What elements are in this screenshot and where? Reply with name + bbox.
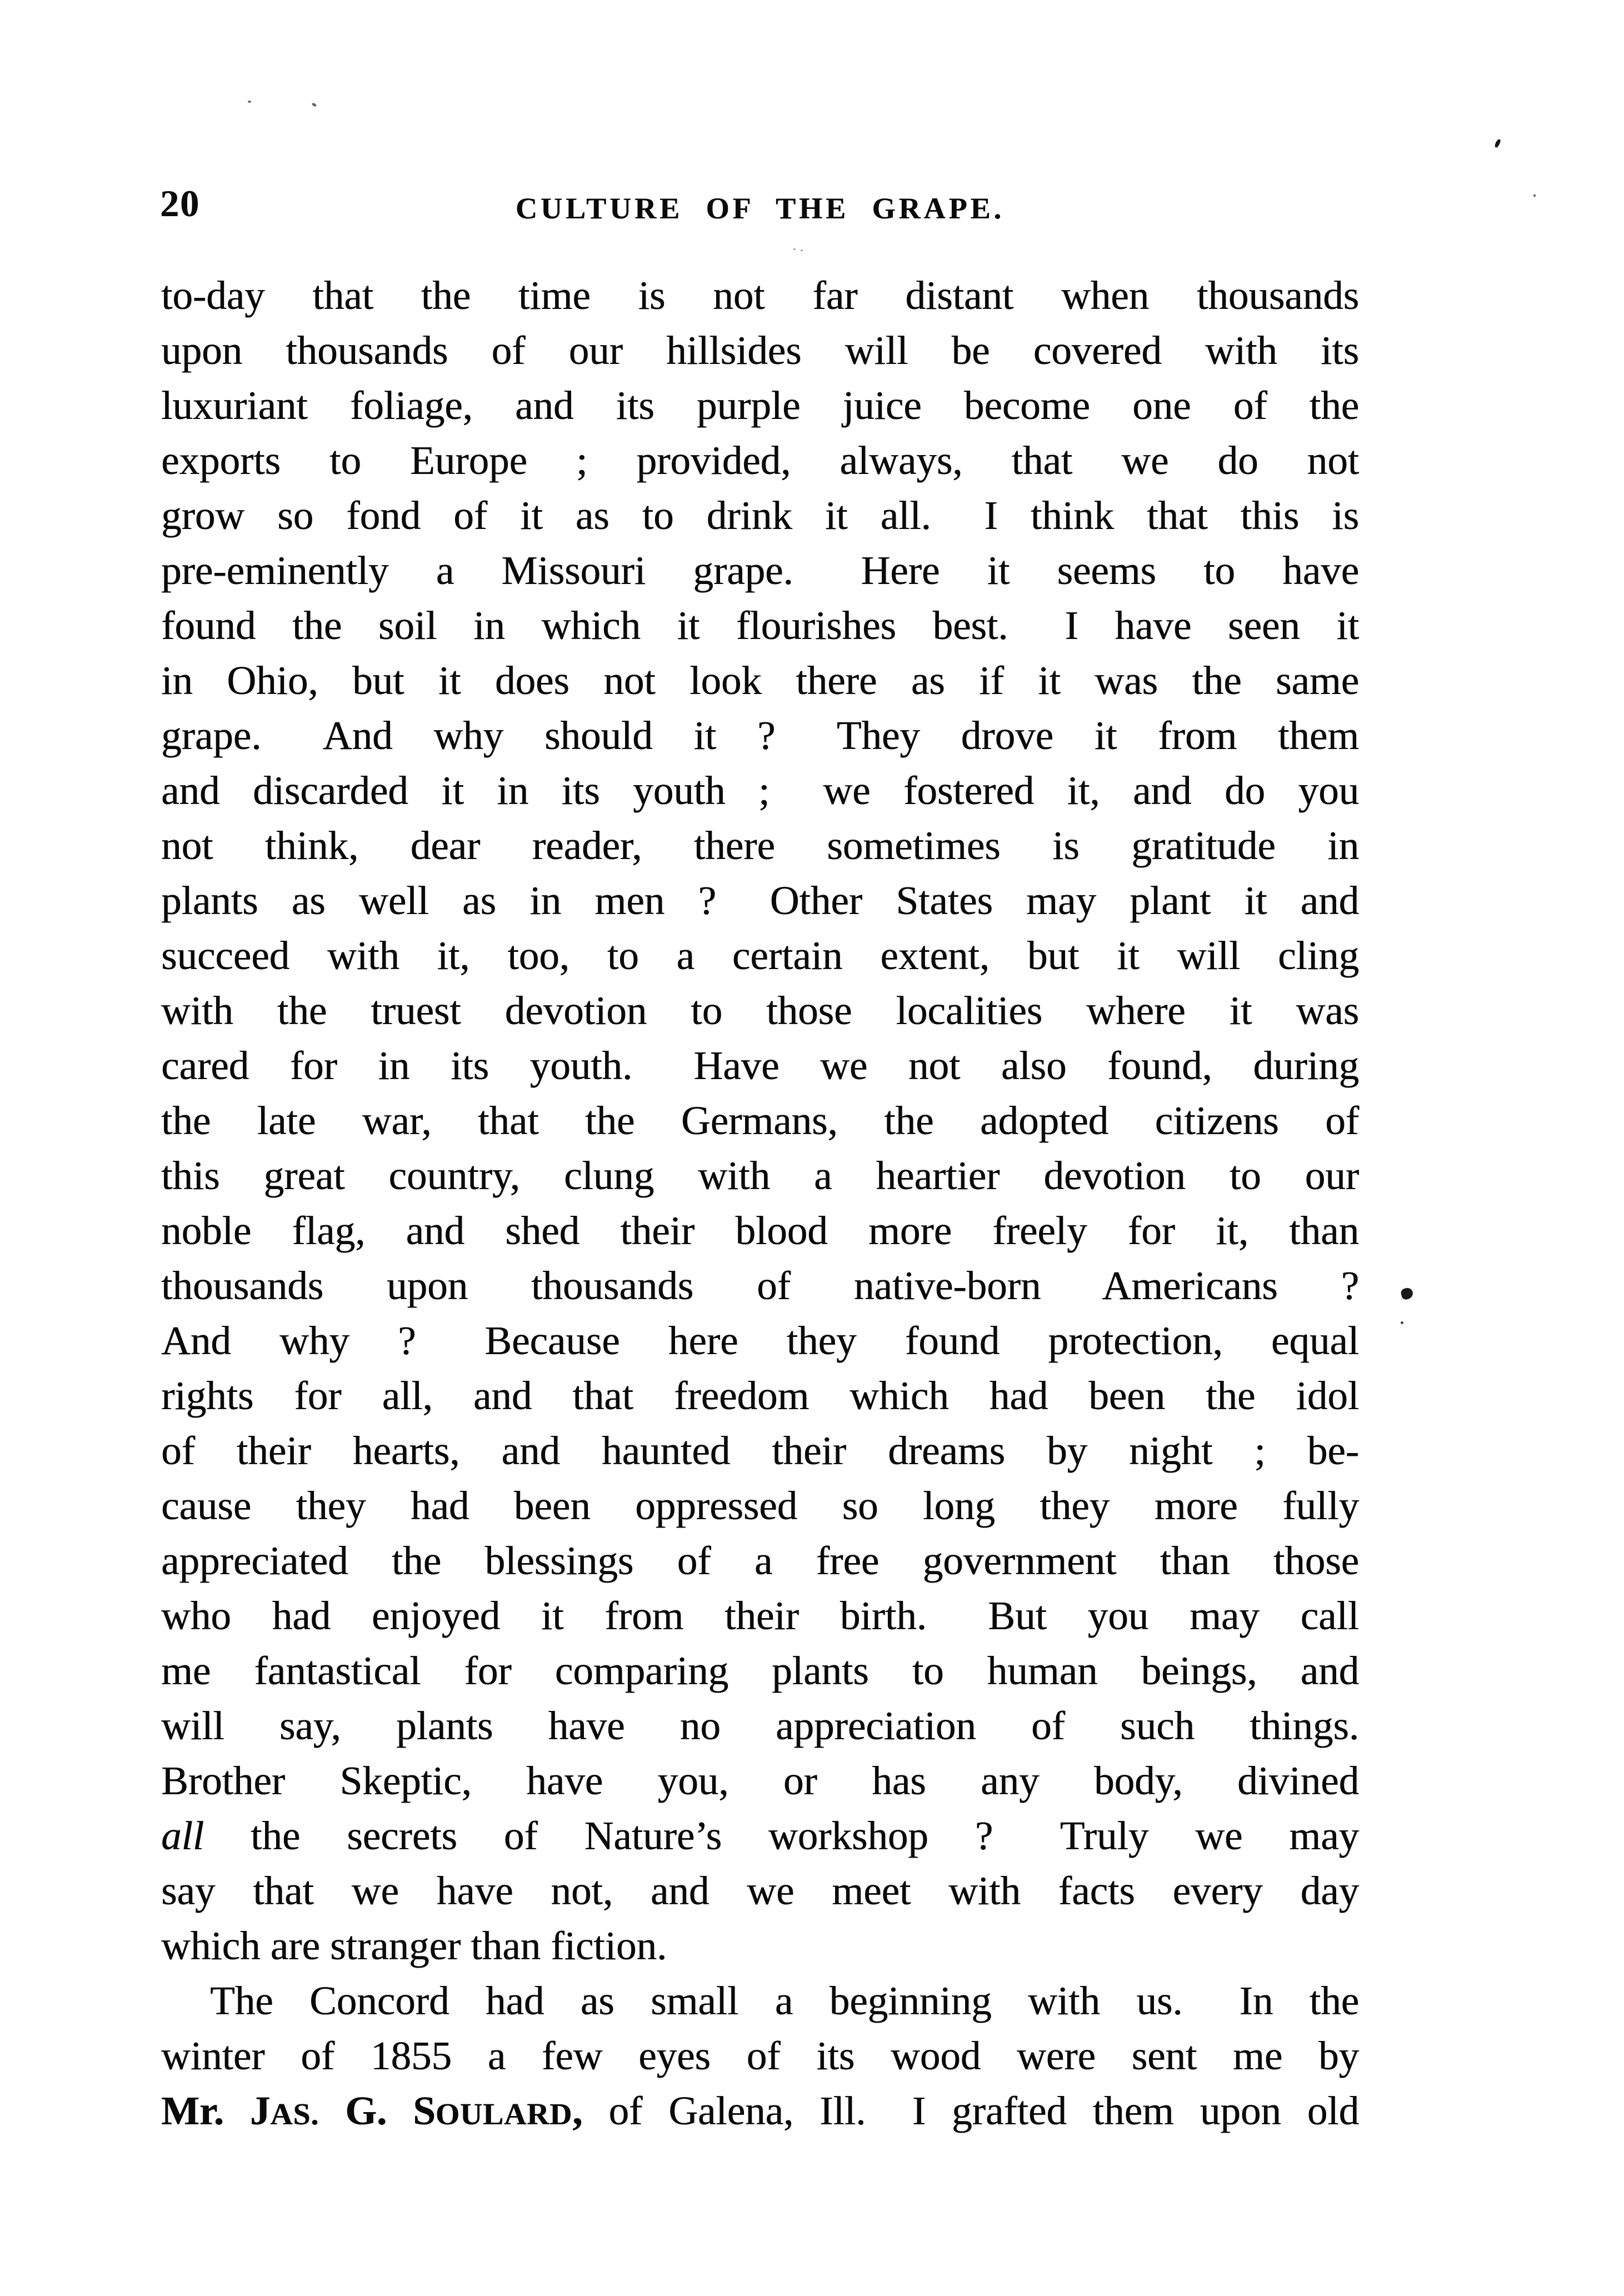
text-line [161, 1533, 1359, 1588]
text-line [161, 1203, 1359, 1258]
text-segment: upon thousands of our hillsides will be covered with its [161, 328, 1359, 373]
text-segment: who had enjoyed it from their birth. But you may call [161, 1593, 1359, 1638]
ink-speck [1494, 138, 1501, 148]
text-line [161, 543, 1359, 598]
ink-speck [793, 248, 796, 250]
text-segment: appreciated the blessings of a free government than those [161, 1538, 1359, 1583]
text-line [161, 488, 1359, 543]
text-segment: which are stranger than fiction. [161, 1923, 667, 1968]
text-segment: The Concord had as small a beginning with us. In the [210, 1978, 1359, 2023]
ink-speck [248, 101, 251, 103]
text-segment: the late war, that the Germans, the adopted citizens of [161, 1098, 1359, 1143]
body-text [161, 268, 1359, 2138]
text-line [161, 433, 1359, 488]
text-segment: in Ohio, but it does not look there as if it was the same [161, 658, 1359, 703]
text-segment: G. S [319, 2088, 436, 2133]
text-line [161, 1808, 1359, 1863]
text-segment: and discarded it in its youth ; we fostered it, and do you [161, 768, 1359, 813]
page-number: 20 [160, 182, 200, 224]
text-line [161, 1918, 1359, 1973]
text-segment: of Galena, Ill. I grafted them upon old [582, 2088, 1359, 2133]
text-segment: not think, dear reader, there sometimes is gratitude in [161, 823, 1359, 868]
text-line [161, 1643, 1359, 1698]
text-line [161, 1093, 1359, 1148]
text-line [161, 708, 1359, 763]
text-line [161, 763, 1359, 818]
ink-speck [1533, 194, 1536, 197]
text-line [161, 983, 1359, 1038]
text-segment: with the truest devotion to those localities where it was [161, 988, 1359, 1033]
text-segment: all [161, 1813, 204, 1858]
text-segment: plants as well as in men ? Other States may plant it and [161, 878, 1359, 923]
text-segment: grape. And why should it ? They drove it from them [161, 713, 1359, 758]
text-segment: winter of 1855 a few eyes of its wood were sent me by [161, 2033, 1359, 2078]
text-line [161, 928, 1359, 983]
text-line [161, 1313, 1359, 1368]
text-line [161, 1753, 1359, 1808]
text-line [161, 818, 1359, 873]
text-line [161, 1423, 1359, 1478]
text-line [161, 598, 1359, 653]
text-segment: will say, plants have no appreciation of such things. [161, 1703, 1359, 1748]
text-segment: grow so fond of it as to drink it all. I think that this is [161, 493, 1359, 538]
text-segment: succeed with it, too, to a certain extent, but it will cling [161, 933, 1359, 978]
text-segment: me fantastical for comparing plants to human beings, and [161, 1648, 1359, 1693]
running-title: CULTURE OF THE GRAPE. [515, 192, 1005, 225]
text-segment: cared for in its youth. Have we not also found, during [161, 1043, 1359, 1088]
text-segment: to-day that the time is not far distant when thousands [161, 273, 1359, 318]
text-segment: of their hearts, and haunted their dreams by night ; be- [161, 1428, 1359, 1473]
text-segment: , [572, 2088, 583, 2133]
text-segment: thousands upon thousands of native-born Americans ? [161, 1263, 1359, 1308]
text-segment: rights for all, and that freedom which had been the idol [161, 1373, 1359, 1418]
text-segment: the secrets of Nature’s workshop ? Truly we may [204, 1813, 1359, 1858]
text-segment: this great country, clung with a heartier devotion to our [161, 1153, 1359, 1198]
text-segment: luxuriant foliage, and its purple juice become one of the [161, 383, 1359, 428]
text-segment: Mr. J [161, 2088, 271, 2133]
text-line [161, 2028, 1359, 2083]
text-line [161, 1478, 1359, 1533]
text-line [161, 1863, 1359, 1918]
text-segment: And why ? Because here they found protection, equal [161, 1318, 1359, 1363]
text-line [161, 873, 1359, 928]
text-line [161, 1588, 1359, 1643]
text-line [161, 2083, 1359, 2138]
ink-speck [1401, 1321, 1403, 1324]
text-line [161, 653, 1359, 708]
text-segment: OULARD [435, 2098, 573, 2132]
text-line [161, 1258, 1359, 1313]
text-segment: say that we have not, and we meet with facts every day [161, 1868, 1359, 1913]
text-line [161, 323, 1359, 378]
text-segment: Brother Skeptic, have you, or has any body, divined [161, 1758, 1359, 1803]
ink-blob-mark [1400, 1287, 1414, 1301]
text-line [161, 1698, 1359, 1753]
text-line [161, 378, 1359, 433]
text-segment: AS. [270, 2098, 319, 2132]
text-segment: cause they had been oppressed so long they more fully [161, 1483, 1359, 1528]
text-line [161, 1038, 1359, 1093]
text-line [161, 1148, 1359, 1203]
text-line [161, 1973, 1359, 2028]
text-segment: found the soil in which it flourishes best. I have seen it [161, 603, 1359, 648]
text-line [161, 268, 1359, 323]
ink-speck [801, 249, 803, 251]
text-segment: noble flag, and shed their blood more freely for it, than [161, 1208, 1359, 1253]
text-segment: exports to Europe ; provided, always, that we do not [161, 438, 1359, 483]
ink-speck [311, 102, 317, 107]
text-line [161, 1368, 1359, 1423]
text-segment: pre-eminently a Missouri grape. Here it seems to have [161, 548, 1359, 593]
